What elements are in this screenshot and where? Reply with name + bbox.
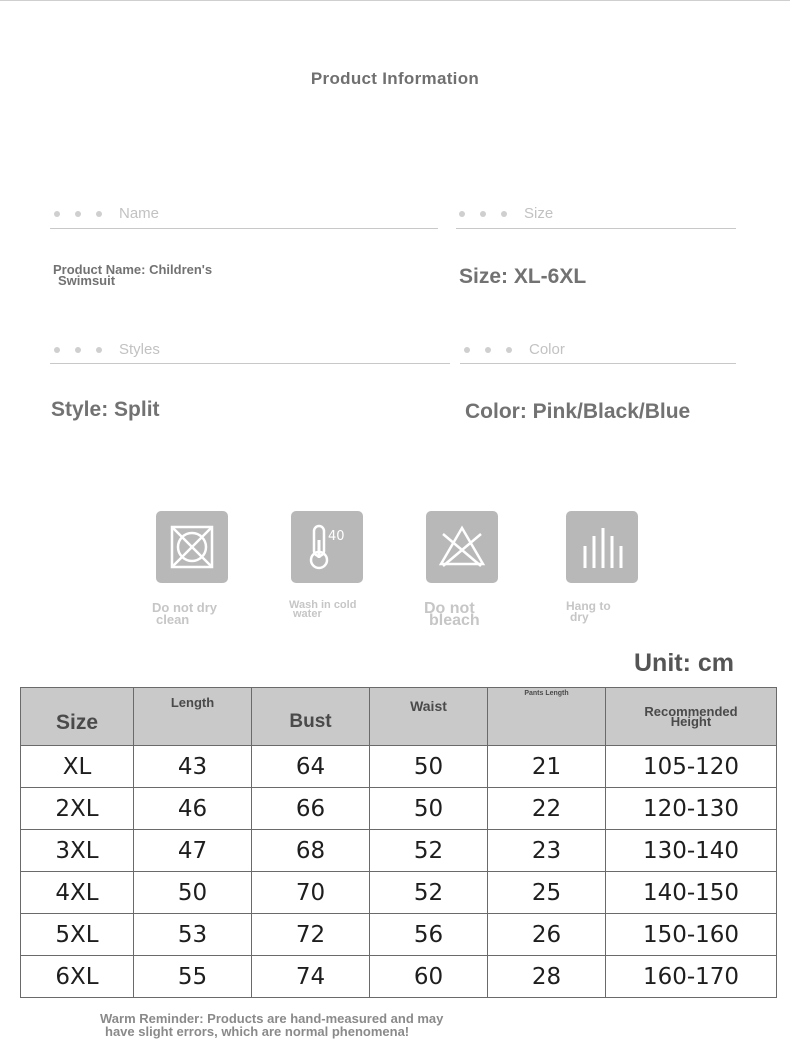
reminder-line2: have slight errors, which are normal phenomena! [105, 1024, 410, 1039]
table-cell: 60 [370, 956, 488, 998]
styles-divider [50, 363, 450, 364]
styles-heading-label: Styles [119, 341, 160, 358]
table-cell: 68 [252, 830, 370, 872]
table-cell: 52 [370, 872, 488, 914]
care-label-wash [289, 601, 356, 619]
table-cell: 21 [488, 746, 606, 788]
table-cell: 2XL [21, 788, 134, 830]
size-chart-table [20, 687, 777, 998]
header-pants-length [488, 688, 606, 746]
size-value: Size: XL-6XL [459, 265, 587, 288]
table-header-row [21, 688, 777, 746]
size-divider [456, 228, 736, 229]
table-cell: 160-170 [606, 956, 777, 998]
care-label-line2: water [293, 608, 322, 620]
table-row [21, 830, 777, 872]
table-row [21, 788, 777, 830]
care-label-line2: dry [570, 610, 589, 624]
table-body [21, 746, 777, 998]
do-not-bleach-icon [426, 511, 498, 583]
table-cell: 6XL [21, 956, 134, 998]
product-name-value [53, 264, 212, 286]
style-value: Style: Split [51, 398, 160, 421]
name-divider [50, 228, 438, 229]
warm-reminder [100, 1012, 443, 1038]
header-waist: Waist [370, 688, 488, 746]
name-heading [54, 205, 159, 222]
bullet-dots [464, 347, 512, 353]
table-cell: 140-150 [606, 872, 777, 914]
table-cell: 130-140 [606, 830, 777, 872]
table-cell: 50 [134, 872, 252, 914]
care-item-wash [277, 511, 377, 583]
table-cell: 64 [252, 746, 370, 788]
table-cell: 43 [134, 746, 252, 788]
reminder-line1: Warm Reminder: Products are hand-measured and may [100, 1011, 444, 1026]
care-label-line2: clean [156, 612, 190, 627]
table-cell: 22 [488, 788, 606, 830]
hang-to-dry-icon [566, 511, 638, 583]
table-cell: 55 [134, 956, 252, 998]
wash-cold-water-icon [291, 511, 363, 583]
table-cell: 56 [370, 914, 488, 956]
table-cell: 72 [252, 914, 370, 956]
table-cell: 5XL [21, 914, 134, 956]
care-label-line1: Do not dry [152, 600, 217, 615]
table-cell: 47 [134, 830, 252, 872]
table-cell: 50 [370, 746, 488, 788]
table-cell: 28 [488, 956, 606, 998]
table-row [21, 746, 777, 788]
svg-text:40: 40 [328, 529, 345, 544]
product-name-line1: Product Name: Children's [53, 262, 213, 277]
top-divider [0, 0, 790, 1]
care-label-hang [566, 601, 611, 623]
size-heading [459, 205, 553, 222]
table-cell: 50 [370, 788, 488, 830]
table-cell: 150-160 [606, 914, 777, 956]
table-row [21, 914, 777, 956]
color-value: Color: Pink/Black/Blue [465, 400, 691, 423]
unit-label: Unit: cm [634, 649, 734, 677]
table-row [21, 872, 777, 914]
table-row [21, 956, 777, 998]
care-label-line1: Do not [424, 600, 475, 617]
table-cell: 23 [488, 830, 606, 872]
color-heading-label: Color [529, 341, 565, 358]
table-cell: 46 [134, 788, 252, 830]
header-size: Size [21, 688, 134, 746]
table-cell: 74 [252, 956, 370, 998]
header-pants-length-label: Pants Length [524, 690, 569, 697]
care-label-dry-clean [152, 602, 217, 626]
color-divider [460, 363, 736, 364]
table-cell: 3XL [21, 830, 134, 872]
table-cell: 52 [370, 830, 488, 872]
table-cell: 66 [252, 788, 370, 830]
bullet-dots [54, 211, 102, 217]
header-recommended-height: Recommended Height [606, 688, 777, 746]
care-item-dry-clean [142, 511, 242, 583]
care-item-bleach [412, 511, 512, 583]
table-cell: 26 [488, 914, 606, 956]
bullet-dots [459, 211, 507, 217]
care-label-line2: bleach [429, 612, 480, 629]
table-cell: 53 [134, 914, 252, 956]
color-heading [464, 341, 565, 358]
care-label-bleach [424, 600, 480, 629]
size-heading-label: Size [524, 205, 554, 222]
table-cell: 120-130 [606, 788, 777, 830]
page-title: Product Information [310, 69, 480, 88]
care-item-hang [552, 511, 652, 583]
no-dry-clean-icon [156, 511, 228, 583]
styles-heading [54, 341, 160, 358]
bullet-dots [54, 347, 102, 353]
table-cell: 25 [488, 872, 606, 914]
table-cell: 4XL [21, 872, 134, 914]
table-cell: XL [21, 746, 134, 788]
care-label-line1: Wash in cold [289, 599, 357, 611]
name-heading-label: Name [119, 205, 160, 222]
header-length: Length [134, 688, 252, 746]
care-label-line1: Hang to [566, 599, 611, 613]
product-name-line2: Swimsuit [58, 273, 116, 288]
table-cell: 70 [252, 872, 370, 914]
header-bust: Bust [252, 688, 370, 746]
table-cell: 105-120 [606, 746, 777, 788]
